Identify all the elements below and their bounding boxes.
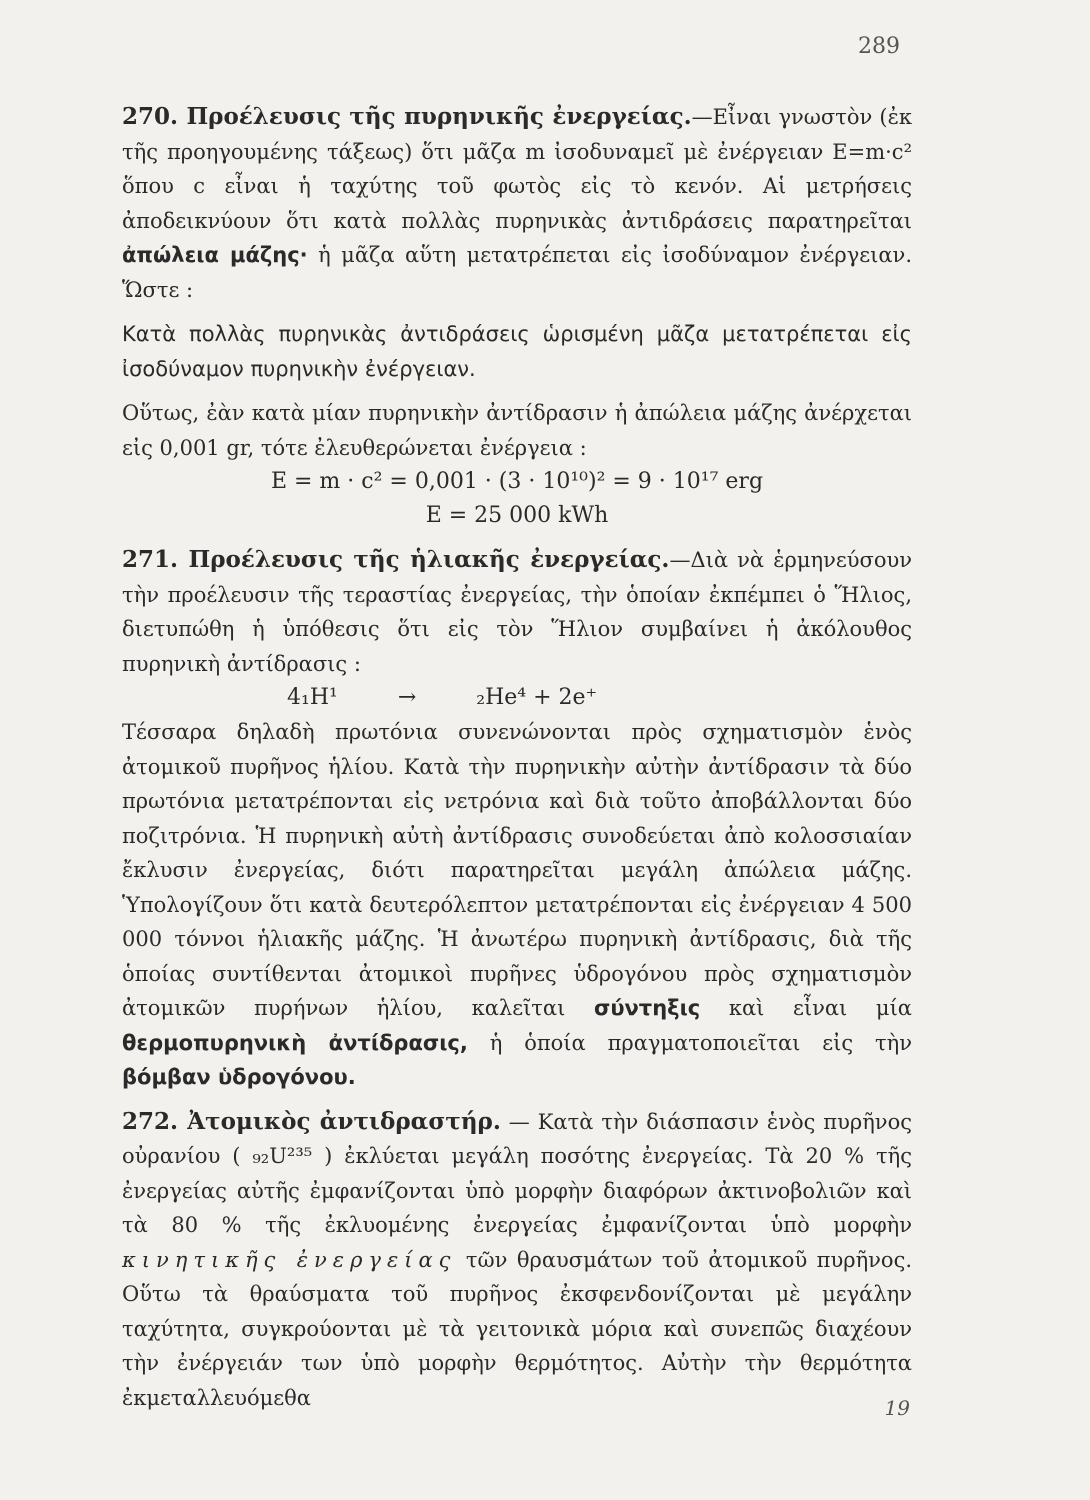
reaction-reactants: 4₁H¹ [287, 685, 338, 710]
term-thermonuclear-reaction: θερμοπυρηνικὴ ἀντίδρασις, [122, 1030, 468, 1055]
energy-formula-2: E = 25 000 kWh [425, 503, 609, 528]
section-271-paragraph [122, 543, 912, 681]
page-number: 289 [858, 34, 900, 59]
section-272-text-a: — Κατὰ τὴν διάσπασιν ἑνὸς πυρῆνος οὐρανίου ( ₉₂U²³⁵ ) ἐκλύεται μεγάλη ποσότης ἐνεργείας. Τὰ 20 % τῆς ἐνεργείας αὐτῆς ἐμφανίζονται ὑπὸ μορφὴν διαφόρων ἀκτινοβολιῶν καὶ τὰ 80 % τῆς ἐκλυομένης ἐνεργείας ἐμφανίζονται ὑπὸ μορφὴν [122, 1109, 912, 1237]
section-272-paragraph [122, 1105, 912, 1416]
term-kinetic-energy: κινητικῆς ἐνεργείας [122, 1247, 457, 1272]
section-271-text-d: ἡ ὁποία πραγματοποιεῖται εἰς τὴν [467, 1030, 912, 1055]
section-270-paragraph [122, 100, 912, 307]
energy-formula-1: E = m · c² = 0,001 · (3 · 10¹⁰)² = 9 · 10¹⁷ erg [270, 469, 764, 494]
section-271-text-b: Τέσσαρα δηλαδὴ πρωτόνια συνενώνονται πρὸς σχηματισμὸν ἑνὸς ἀτομικοῦ πυρῆνος ἡλίου. Κατὰ τὴν πυρηνικὴν αὐτὴν ἀντίδρασιν τὰ δύο πρωτόνια μετατρέπονται εἰς νετρόνια καὶ διὰ τοῦτο ἀποβάλλονται δύο ποζιτρόνια. Ἡ πυρηνικὴ αὐτὴ ἀντίδρασις συνοδεύεται ἀπὸ κολοσσιαίαν ἔκλυσιν ἐνεργείας, διότι παρατηρεῖται μεγάλη ἀπώλεια μάζης. Ὑπολογίζουν ὅτι κατὰ δευτερόλεπτον μετατρέπονται εἰς ἐνέργειαν 4 500 000 τόννοι ἡλιακῆς μάζης. Ἡ ἀνωτέρω πυρηνικὴ ἀντίδρασις, διὰ τῆς ὁποίας συντίθενται ἀτομικοὶ πυρῆνες ὑδρογόνου πρὸς σχηματισμὸν ἀτομικῶν πυρήνων ἡλίου, καλεῖται [122, 720, 912, 1020]
term-fusion: σύντηξις [593, 996, 701, 1020]
section-271-body [122, 715, 912, 1095]
signature-mark: 19 [884, 1396, 910, 1420]
section-270-text-b: ἡ μᾶζα αὕτη μετατρέπεται εἰς ἰσοδύναμον ἐνέργειαν. Ὥστε : [122, 243, 912, 302]
section-270-text-a: —Εἶναι γνωστὸν (ἐκ τῆς προηγουμένης τάξεως) ὅτι μᾶζα m ἰσοδυναμεῖ μὲ ἐνέργειαν E=m·c² ὅπου c εἶναι ἡ ταχύτης τοῦ φωτὸς εἰς τὸ κενόν. Αἱ μετρήσεις ἀποδεικνύουν ὅτι κατὰ πολλὰς πυρηνικὰς ἀντιδράσεις παρατηρεῖται [122, 105, 912, 233]
reaction-arrow: → [397, 685, 417, 710]
section-271-heading: 271. Προέλευσις τῆς ἡλιακῆς ἐνεργείας. [122, 546, 670, 573]
fusion-reaction [287, 681, 912, 715]
reaction-products: ₂He⁴ + 2e⁺ [476, 685, 598, 710]
section-270-summary: Κατὰ πολλὰς πυρηνικὰς ἀντιδράσεις ὡρισμένη μᾶζα μετατρέπεται εἰς ἰσοδύναμον πυρηνικὴν ἐνέργειαν. [122, 322, 912, 381]
section-272-heading: 272. Ἀτομικὸς ἀντιδραστήρ. [122, 1107, 501, 1135]
section-272-text-b: τῶν θραυσμάτων τοῦ ἀτομικοῦ πυρῆνος. Οὕτω τὰ θραύσματα τοῦ πυρῆνος ἐκσφενδονίζονται μὲ μεγάλην ταχύτητα, συγκρούονται μὲ τὰ γειτονικὰ μόρια καὶ συνεπῶς διαχέουν τὴν ἐνέργειάν των ὑπὸ μορφὴν θερμότητος. Αὐτὴν τὴν θερμότητα ἐκμεταλλευόμεθα [122, 1247, 913, 1410]
section-270-example: Οὕτως, ἐὰν κατὰ μίαν πυρηνικὴν ἀντίδρασιν ἡ ἀπώλεια μάζης ἀνέρχεται εἰς 0,001 gr, τότε ἐλευθερώνεται ἐνέργεια : [122, 401, 912, 460]
section-270-heading: 270. Προέλευσις τῆς πυρηνικῆς ἐνεργείας. [122, 103, 692, 130]
term-hydrogen-bomb: βόμβαν ὑδρογόνου. [122, 1065, 356, 1089]
section-270-emphasis: ἀπώλεια μάζης· [122, 243, 308, 267]
section-271-text-c: καὶ εἶναι μία [700, 996, 912, 1020]
page-content [122, 100, 912, 1415]
section-271-text-a: —Διὰ νὰ ἑρμηνεύσουν τὴν προέλευσιν τῆς τεραστίας ἐνεργείας, τὴν ὁποίαν ἐκπέμπει ὁ Ἥλιος, διετυπώθη ἡ ὑπόθεσις ὅτι εἰς τὸν Ἥλιον συμβαίνει ἡ ἀκόλουθος πυρηνικὴ ἀντίδρασις : [122, 548, 912, 676]
